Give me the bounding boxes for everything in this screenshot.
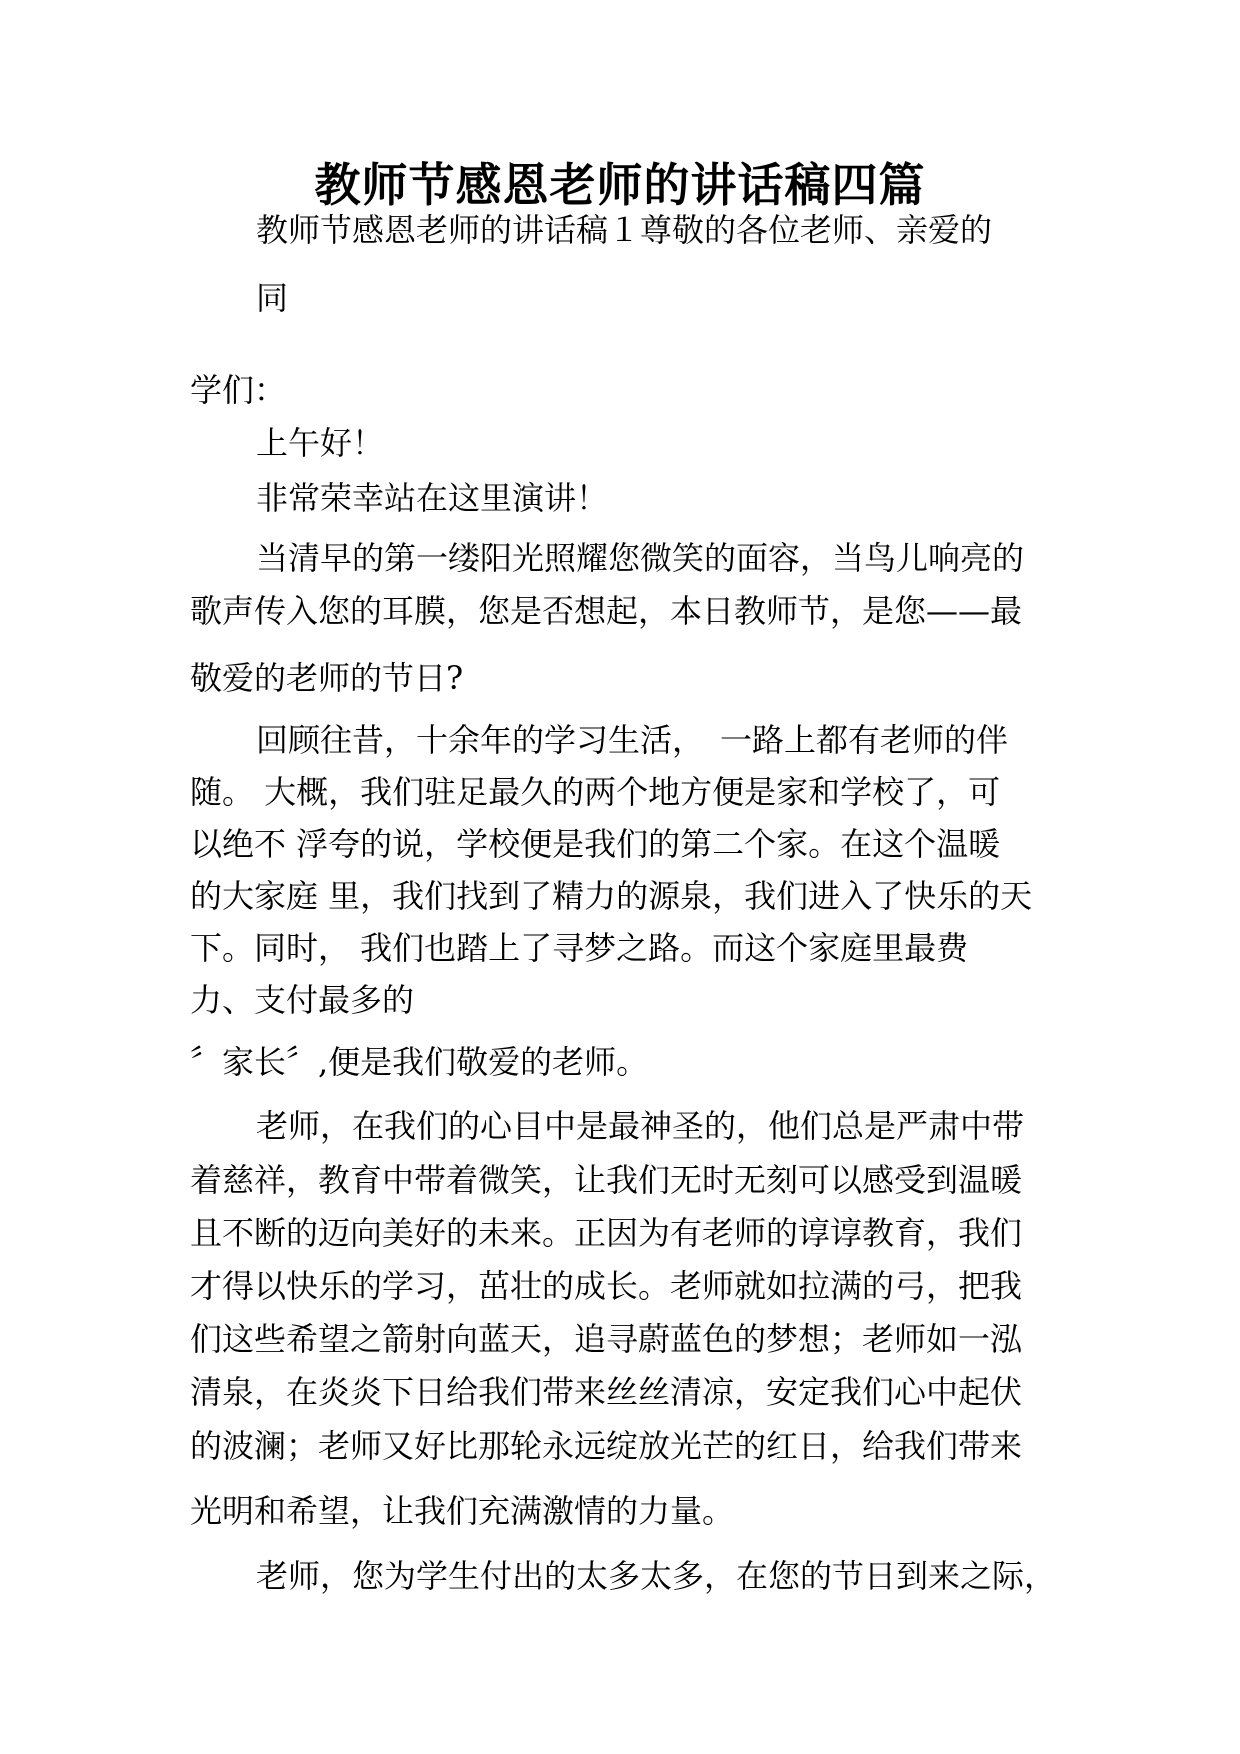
text-line: 随。 大概，我们驻足最久的两个地方便是家和学校了，可 [190,773,1001,811]
text-line: 的波澜；老师又好比那轮永远绽放光芒的红日，给我们带来 [190,1427,1023,1465]
text-line: 敬爱的老师的节日? [190,659,464,697]
text-line: 老师，您为学生付出的太多太多，在您的节日到来之际， [256,1557,1057,1595]
text-line: 光明和希望，让我们充满激情的力量。 [190,1492,735,1530]
text-line: 的大家庭 里，我们找到了精力的源泉，我们进入了快乐的天 [190,877,1033,915]
text-line: 歌声传入您的耳膜，您是否想起，本日教师节，是您——最 [190,592,1023,630]
text-line: 老师，在我们的心目中是最神圣的，他们总是严肃中带 [256,1107,1025,1145]
text-line: 非常荣幸站在这里演讲！ [256,479,609,517]
text-line: 〞家长〞,便是我们敬爱的老师。 [190,1043,649,1081]
text-line: 学们： [190,371,287,409]
text-line: 清泉，在炎炎下日给我们带来丝丝清凉，安定我们心中起伏 [190,1373,1023,1411]
document-title: 教师节感恩老师的讲话稿四篇 [314,158,926,212]
text-line: 当清早的第一缕阳光照耀您微笑的面容，当鸟儿响亮的 [256,539,1025,577]
text-line: 才得以快乐的学习，茁壮的成长。老师就如拉满的弓，把我 [190,1267,1023,1305]
text-line: 以绝不 浮夸的说，学校便是我们的第二个家。在这个温暖 [190,825,1001,863]
text-line: 教师节感恩老师的讲话稿１尊敬的各位老师、亲爱的 [256,211,993,249]
text-line: 们这些希望之箭射向蓝天，追寻蔚蓝色的梦想；老师如一泓 [190,1320,1023,1358]
text-line: 回顾往昔，十余年的学习生活， 一路上都有老师的伴 [256,721,1009,759]
text-line: 力、支付最多的 [190,981,415,1019]
text-line: 上午好！ [256,424,385,462]
text-line: 下。同时， 我们也踏上了寻梦之路。而这个家庭里最费 [190,929,969,967]
text-line: 着慈祥，教育中带着微笑，让我们无时无刻可以感受到温暖 [190,1161,1023,1199]
text-line: 同 [256,279,289,317]
text-line: 且不断的迈向美好的未来。正因为有老师的谆谆教育，我们 [190,1214,1023,1252]
